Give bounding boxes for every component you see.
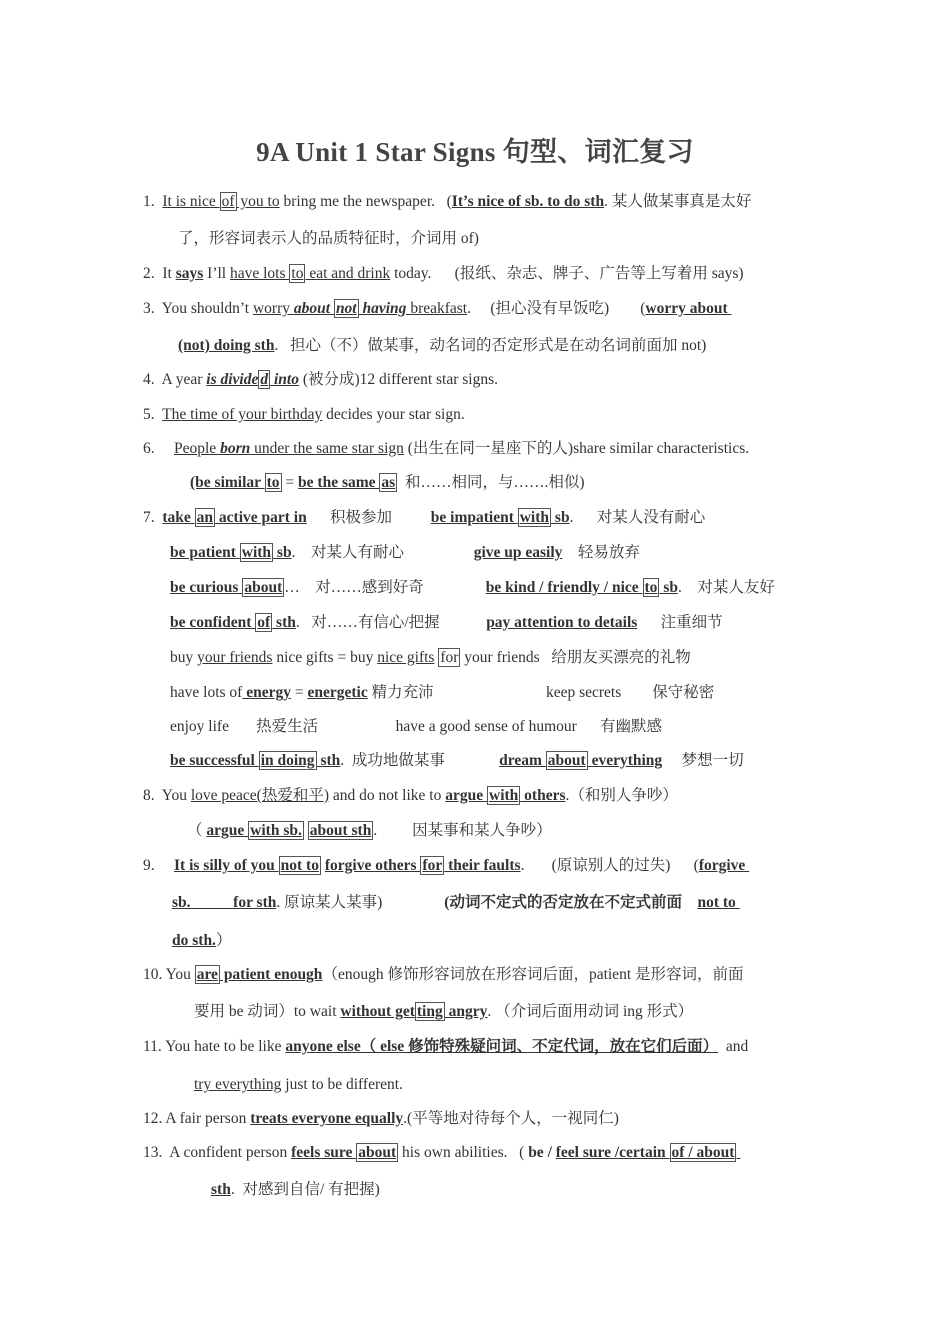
boxed-keyword: not to <box>280 857 319 874</box>
text-segment: bring me the newspaper. ( <box>279 193 452 210</box>
underlined-phrase: It is silly of you <box>174 857 279 874</box>
underlined-phrase: sth <box>316 752 341 769</box>
text-segment: . (原谅别人的过失) ( <box>520 857 699 874</box>
underlined-phrase: worry about <box>645 300 732 317</box>
boxed-keyword: in doing <box>260 752 315 769</box>
underlined-phrase: anyone else（ else 修饰特殊疑问词、不定代词，放在它们后面） <box>285 1038 719 1055</box>
text-line <box>170 577 775 599</box>
text-line <box>143 507 705 529</box>
text-segment: 4. A year <box>143 371 207 388</box>
text-line <box>178 228 479 250</box>
boxed-keyword: about sth <box>309 822 372 839</box>
underlined-phrase: breakfast <box>406 300 468 317</box>
text-segment: . 对某人有耐心 <box>291 544 474 561</box>
underlined-phrase: sth <box>272 614 296 631</box>
text-line <box>172 892 740 914</box>
underlined-phrase: born <box>220 440 251 457</box>
underlined-phrase: everything <box>587 752 663 769</box>
text-line <box>143 438 749 460</box>
page-title: 9A Unit 1 Star Signs 句型、词汇复习 <box>256 137 694 167</box>
text-segment: (动词不定式的否定放在不定式前面 <box>444 894 698 911</box>
underlined-phrase: sb <box>551 509 570 526</box>
boxed-keyword: ting <box>416 1003 443 1020</box>
boxed-keyword: d <box>260 371 269 388</box>
underlined-phrase: do sth. <box>172 932 216 949</box>
text-segment: .（和别人争吵） <box>565 787 678 804</box>
boxed-keyword: an <box>196 509 214 526</box>
text-segment: today. (报纸、杂志、牌子、广告等上写着用 says) <box>390 265 744 282</box>
text-segment: 注重细节 <box>637 614 723 631</box>
underlined-phrase: People <box>174 440 221 457</box>
text-segment: 11. You hate to be like <box>143 1038 286 1055</box>
text-segment: （enough 修饰形容词放在形容词后面，patient 是形容词，前面 <box>322 966 744 983</box>
text-segment: I’ll <box>203 265 230 282</box>
underlined-phrase: (be similar <box>190 474 265 491</box>
boxed-keyword: are <box>196 966 218 983</box>
underlined-phrase: worry <box>252 300 294 317</box>
text-segment: his own abilities. ( <box>398 1144 529 1161</box>
boxed-keyword: for <box>440 649 459 666</box>
boxed-keyword: as <box>381 474 396 491</box>
underlined-phrase: pay attention to details <box>486 614 638 631</box>
boxed-keyword: of <box>257 614 271 631</box>
text-line <box>172 930 231 952</box>
text-segment: . 对某人友好 <box>677 579 775 596</box>
underlined-phrase: sth <box>211 1181 231 1198</box>
underlined-phrase: take <box>162 509 195 526</box>
text-segment: buy <box>170 649 198 666</box>
text-line <box>143 1108 619 1130</box>
text-line <box>170 750 744 772</box>
underlined-phrase: be confident <box>170 614 256 631</box>
underlined-phrase: others <box>520 787 566 804</box>
text-segment: your friends 给朋友买漂亮的礼物 <box>460 649 691 666</box>
text-segment: 积极参加 <box>306 509 431 526</box>
text-segment: 10. You <box>143 966 195 983</box>
underlined-phrase: try everything <box>194 1076 282 1093</box>
text-segment: 13. A confident person <box>143 1144 292 1161</box>
underlined-phrase: forgive others <box>324 857 421 874</box>
underlined-phrase: argue <box>445 787 487 804</box>
underlined-phrase: have lots <box>229 265 290 282</box>
text-segment: （ <box>187 822 207 839</box>
text-line <box>143 1036 748 1058</box>
text-line <box>194 1074 403 1096</box>
text-line <box>190 472 585 494</box>
underlined-phrase: not to <box>697 894 740 911</box>
boxed-keyword: to <box>291 265 304 282</box>
text-segment: 7. <box>143 509 163 526</box>
text-segment: 要用 be 动词）to wait <box>194 1003 341 1020</box>
boxed-keyword: for <box>422 857 443 874</box>
text-segment: 和……相同，与…….相似) <box>397 474 585 491</box>
underlined-phrase: The time of your birthday <box>162 406 323 423</box>
boxed-keyword: of <box>221 193 235 210</box>
underlined-phrase: active part in <box>215 509 307 526</box>
text-segment: .(平等地对待每个人，一视同仁) <box>403 1110 619 1127</box>
text-segment: . 成功地做某事 <box>340 752 500 769</box>
text-line <box>170 542 640 564</box>
boxed-keyword: with <box>489 787 519 804</box>
underlined-phrase: It is nice <box>162 193 220 210</box>
text-segment: 12. A fair person <box>143 1110 251 1127</box>
underlined-phrase: feels sure <box>291 1144 357 1161</box>
boxed-keyword: to <box>644 579 658 596</box>
boxed-keyword: with sb. <box>250 822 302 839</box>
text-line <box>170 647 691 669</box>
text-line <box>143 785 678 807</box>
text-segment: 9. <box>143 857 174 874</box>
boxed-keyword: about <box>358 1144 397 1161</box>
text-segment: . 担心（不）做某事，动名词的否定形式是在动名词前面加 not) <box>274 337 707 354</box>
underlined-phrase: sb. for sth <box>172 894 277 911</box>
text-segment: ） <box>215 932 232 949</box>
boxed-keyword: with <box>241 544 272 561</box>
underlined-phrase: be kind / friendly / nice <box>485 579 643 596</box>
underlined-phrase: without get <box>340 1003 415 1020</box>
text-line <box>170 682 714 704</box>
underlined-phrase: be the same <box>298 474 380 491</box>
underlined-phrase: treats everyone equally <box>250 1110 404 1127</box>
underlined-phrase: angry <box>444 1003 488 1020</box>
underlined-phrase: you to <box>236 193 280 210</box>
underlined-phrase: sb <box>273 544 292 561</box>
text-line <box>170 612 723 634</box>
text-segment: 梦想一切 <box>662 752 744 769</box>
text-line <box>143 369 498 391</box>
underlined-phrase: under the same star sign <box>250 440 404 457</box>
text-segment: . 原谅某人某事) <box>276 894 445 911</box>
underlined-phrase: about <box>293 300 334 317</box>
underlined-phrase: be curious <box>170 579 243 596</box>
text-segment: 2. It <box>143 265 176 282</box>
boxed-keyword: to <box>266 474 280 491</box>
underlined-phrase: sb <box>659 579 678 596</box>
underlined-phrase: (not) doing sth <box>178 337 275 354</box>
text-segment: . 某人做某事真是太好 <box>604 193 752 210</box>
text-segment: . （介词后面用动词 ing 形式） <box>487 1003 694 1020</box>
text-segment: have lots of <box>170 684 243 701</box>
text-line <box>143 263 744 285</box>
underlined-phrase: dream <box>499 752 546 769</box>
underlined-phrase: give up easily <box>473 544 563 561</box>
underlined-phrase: eat and drink <box>305 265 391 282</box>
underlined-phrase: your friends <box>197 649 273 666</box>
text-line <box>143 855 749 877</box>
underlined-phrase: love peace(热爱和平) <box>190 787 329 804</box>
boxed-keyword: about <box>244 579 283 596</box>
text-segment: … 对……感到好奇 <box>284 579 486 596</box>
text-segment: . (担心没有早饭吃) ( <box>467 300 646 317</box>
underlined-phrase: patient enough <box>219 966 323 983</box>
text-line <box>143 1142 740 1164</box>
text-segment: and <box>718 1038 749 1055</box>
underlined-phrase: feel sure /certain <box>555 1144 670 1161</box>
text-segment: 6. <box>143 440 174 457</box>
text-segment: enjoy life 热爱生活 have a good sense of humour 有幽默感 <box>170 718 663 735</box>
text-line <box>194 1001 693 1023</box>
text-segment: 轻易放弃 <box>562 544 640 561</box>
text-segment: 精力充沛 keep secrets 保守秘密 <box>367 684 715 701</box>
text-segment: 了，形容词表示人的品质特征时，介词用 of) <box>178 230 479 247</box>
text-line <box>187 820 552 842</box>
text-segment: 3. You shouldn’t <box>143 300 253 317</box>
text-segment: = <box>290 684 308 701</box>
text-segment: just to be different. <box>281 1076 403 1093</box>
underlined-phrase: having <box>358 300 407 317</box>
text-segment: decides your star sign. <box>322 406 465 423</box>
underlined-phrase: their faults <box>444 857 521 874</box>
text-segment: . 对某人没有耐心 <box>569 509 706 526</box>
text-line <box>170 716 662 738</box>
text-segment: 8. You <box>143 787 191 804</box>
underlined-phrase: nice gifts <box>377 649 435 666</box>
text-segment: . 因某事和某人争吵） <box>373 822 552 839</box>
boxed-keyword: of / about <box>671 1144 735 1161</box>
text-segment: . 对……有信心/把握 <box>295 614 487 631</box>
underlined-phrase: be impatient <box>430 509 518 526</box>
text-segment: 5. <box>143 406 163 423</box>
text-segment: . 对感到自信/ 有把握) <box>230 1181 380 1198</box>
underlined-phrase: be patient <box>170 544 240 561</box>
boxed-keyword: with <box>519 509 550 526</box>
text-line <box>143 298 731 320</box>
text-segment: nice gifts = buy <box>272 649 378 666</box>
underlined-phrase: be successful <box>170 752 259 769</box>
underlined-phrase: is divide <box>206 371 259 388</box>
text-line <box>143 404 465 426</box>
text-line <box>143 191 751 213</box>
underlined-phrase: says <box>175 265 204 282</box>
underlined-phrase: argue <box>206 822 249 839</box>
boxed-keyword: not <box>335 300 357 317</box>
text-segment: and do not like to <box>328 787 446 804</box>
text-segment: = <box>281 474 299 491</box>
underlined-phrase: energy <box>242 684 291 701</box>
underlined-phrase <box>736 1144 740 1161</box>
text-line <box>143 964 744 986</box>
text-segment: (被分成)12 different star signs. <box>298 371 499 388</box>
text-segment: (出生在同一星座下的人)share similar characteristics. <box>403 440 750 457</box>
underlined-phrase: forgive <box>698 857 750 874</box>
text-segment: be / <box>528 1144 556 1161</box>
text-segment: 1. <box>143 193 163 210</box>
text-line <box>211 1179 380 1201</box>
boxed-keyword: about <box>547 752 586 769</box>
underlined-phrase: into <box>270 371 299 388</box>
underlined-phrase: energetic <box>307 684 368 701</box>
underlined-phrase: It’s nice of sb. to do sth <box>451 193 605 210</box>
text-line <box>178 335 706 357</box>
